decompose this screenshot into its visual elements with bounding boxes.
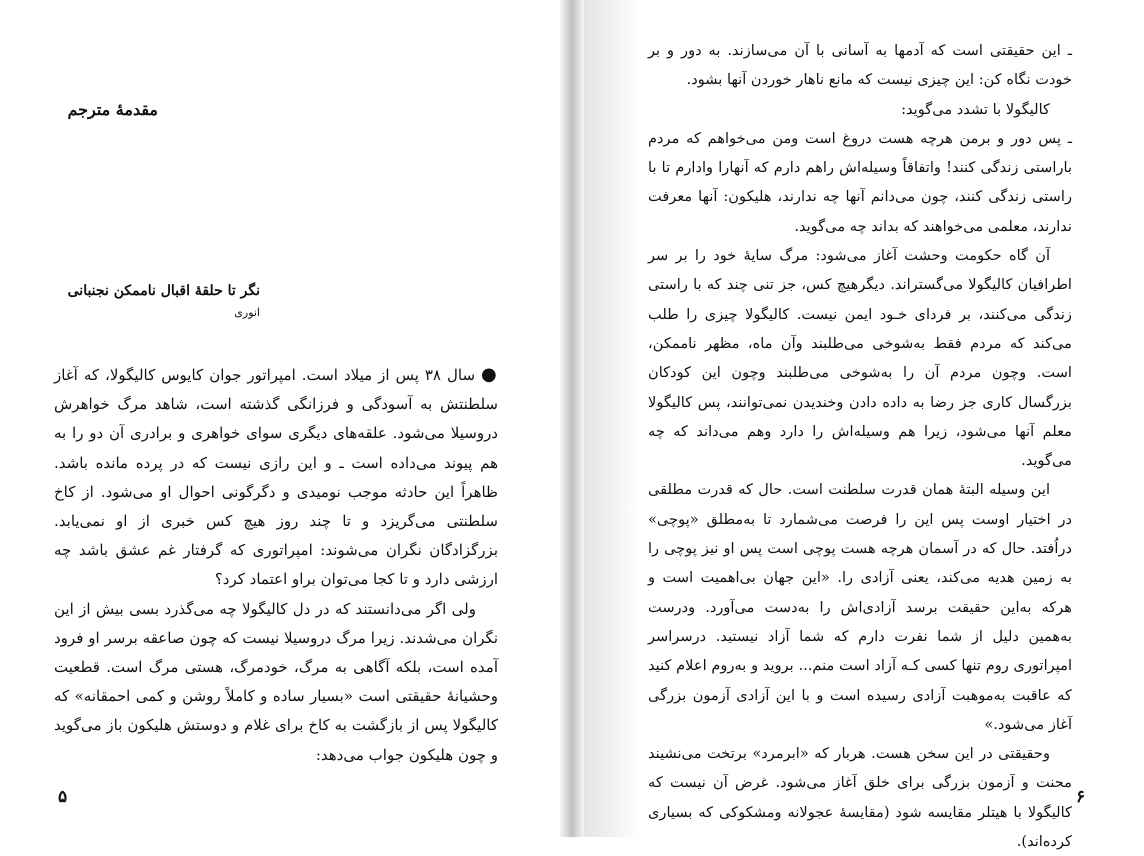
left-body-text	[54, 360, 498, 770]
chapter-title: مقدمهٔ مترجم	[67, 100, 158, 119]
bullet-icon: ●	[481, 364, 498, 385]
epigraph-author: انوری	[234, 306, 260, 319]
paragraph: آن گاه حکومت وحشت آغاز می‌شود: مرگ سایهٔ خود را بر سر اطرافیان کالیگولا می‌گستراند. دیگرهیچ کس، جز تنی چند که با راستی زندگی می‌کنند، بر فردای خـود ایمن نیست. کالیگولا چیزی را طلب می‌کند که مردم فقط به‌شوخی می‌طلبند وآن ماه، مظهر ناممکن، است. وچون مردم آن را به‌شوخی می‌طلبند وچون این کودکان بزرگسال کاری جز رضا به داده دادن وخندیدن نمی‌توانند، پس کالیگولا معلم آنها می‌شود، زیرا هم وسیله‌اش را دارد وهم می‌داند که چه می‌گوید.	[648, 247, 1072, 470]
paragraph	[54, 360, 498, 595]
left-page	[0, 0, 560, 837]
page-number-left: ۵	[58, 787, 68, 807]
paragraph: ـ پس دور و برمن هرچه هست دروغ است ومن می‌خواهم که مردم باراستی زندگی کنند! واتفاقاً وسیله‌اش راهم دارم که آنهارا وادارم تا با راستی زندگی کنند، چون می‌دانم آنها چه ندارند، هلیکون: آنها معرفت ندارند، معلمی می‌خواهند که بداند چه می‌گوید.	[648, 129, 1072, 235]
book-gutter	[560, 0, 584, 837]
paragraph-text: سال ۳۸ پس از میلاد است. امپراتور جوان کایوس کالیگولا، که آغاز سلطنتش به آسودگی و فرزانگی گذشته است، شاهد مرگ خواهرش دروسیلا می‌شود. علقه‌های دیگری سوای خواهری و برادری آن دو را به هم پیوند می‌داده است ـ و این رازی نیست که در پرده مانده باشد. ظاهراً این حادثه موجب نومیدی و دگرگونی احوال او می‌شود. از کاخ سلطنتی می‌گریزد و تا چند روز هیچ کس خبری از او نمی‌یابد. بزرگزادگان نگران می‌شوند: امپراتوری که گرفتار غم عشق باشد چه ارزشی دارد و تا کجا می‌توان براو اعتماد کرد؟	[54, 366, 498, 589]
right-body-text	[648, 36, 1072, 856]
paragraph: کالیگولا با تشدد می‌گوید:	[901, 100, 1050, 118]
epigraph	[68, 280, 260, 324]
page-number-right: ۶	[1076, 787, 1086, 807]
paragraph: این وسیله البتهٔ همان قدرت سلطنت است. حال که قدرت مطلقی در اختیار اوست پس این را فرصت می‌شمارد تا به‌مطلق «پوچی» دراُفتد. حال که در آسمان هرچه هست پوچی است پس او نیز پوچی را به زمین هدیه می‌کند، یعنی آزادی را. «این جهان بی‌اهمیت است و هرکه به‌این حقیقت برسد آزادی‌اش را به‌دست می‌آورد. ودرست به‌همین دلیل از شما نفرت دارم که شما آزاد نیستید. درسراسر امپراتوری روم تنها کسی کـه آزاد است منم... بروید و به‌روم اعلام کنید که عاقبت به‌موهبت آزادی رسیده است و با این آزادی آزمون بزرگی آغاز می‌شود.»	[648, 481, 1072, 733]
paragraph: وحقیقتی در این سخن هست. هربار که «ابرمرد» برتخت می‌نشیند محنت و آزمون بزرگی برای خلق آغاز می‌شود. غرض آن نیست که کالیگولا با هیتلر مقایسه شود (مقایسهٔ عجولانه ومشکوکی که بسیاری کرده‌اند).	[648, 745, 1072, 851]
paragraph: ولی اگر می‌دانستند که در دل کالیگولا چه می‌گذرد بسی بیش از این نگران می‌شدند. زیرا مرگ دروسیلا نیست که چون صاعقه برسر او فرود آمده است، بلکه آگاهی به مرگ، خودمرگ، هستی مرگ است. قطعیت وحشیانهٔ حقیقتی است «بسیار ساده و کاملاً روشن و کمی احمقانه» که کالیگولا پس از بازگشت به کاخ برای غلام و دوستش هلیکون باز می‌گوید و چون هلیکون جواب می‌دهد:	[54, 599, 498, 764]
paragraph: ـ این حقیقتی است که آدمها به آسانی با آن می‌سازند. به دور و بر خودت نگاه کن: این چیزی نیست که مانع ناهار خوردن آنها بشود.	[648, 42, 1072, 89]
epigraph-verse: نگر تا حلقهٔ اقبال ناممکن نجنبانی	[67, 283, 260, 299]
